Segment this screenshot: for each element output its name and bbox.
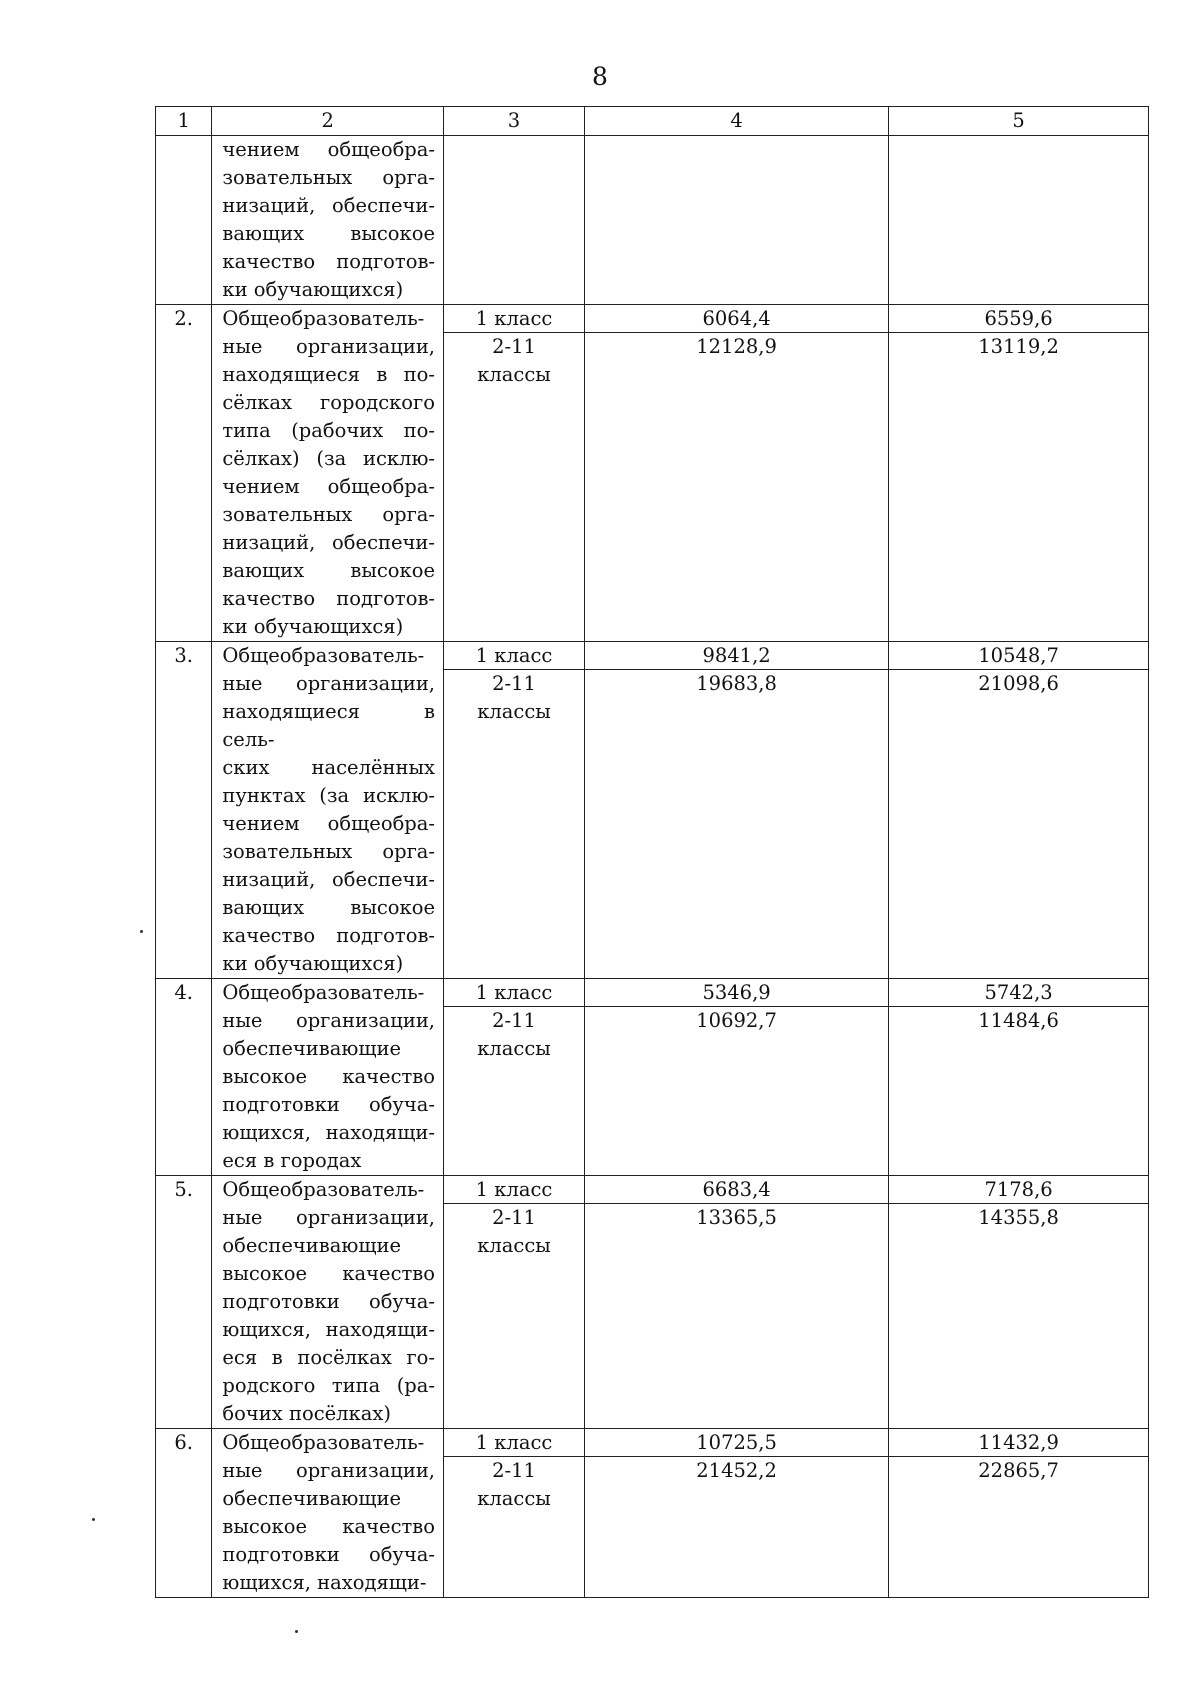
table-row	[156, 1429, 1149, 1598]
description-line: чением общеобра-	[222, 475, 436, 498]
description-line: ющихся, находящи-	[222, 1571, 427, 1594]
grade-2-11-label: 2-11	[492, 1459, 536, 1482]
description-line: чением общеобра-	[222, 812, 436, 835]
description-line: ные организации,	[222, 672, 436, 695]
description-line: обеспечивающие	[222, 1487, 402, 1510]
cost-table	[155, 106, 1149, 1598]
col5-value-grade2-11: 14355,8	[978, 1206, 1059, 1229]
description-line: ских населённых	[222, 756, 436, 779]
grade-cell	[444, 1429, 585, 1598]
row-description	[212, 136, 444, 305]
grade-1-label: 1 класс	[444, 979, 584, 1007]
row-number-cell: 5.	[156, 1176, 212, 1429]
scan-speck	[295, 1630, 298, 1633]
grade-2-11-label: 2-11	[492, 1206, 536, 1229]
col4-cell	[585, 1176, 889, 1429]
description-line: высокое качество	[222, 1065, 436, 1088]
grade-cell	[444, 979, 585, 1176]
description-line: Общеобразователь-	[222, 644, 425, 667]
col4-cell	[585, 979, 889, 1176]
col4-value-grade1: 9841,2	[585, 642, 888, 670]
col4-value-grade1: 10725,5	[585, 1429, 888, 1457]
header-cell-5: 5	[889, 107, 1149, 136]
header-cell-2: 2	[212, 107, 444, 136]
row-description	[212, 1429, 444, 1598]
description-line: Общеобразователь-	[222, 981, 425, 1004]
row-description	[212, 305, 444, 642]
col4-cell	[585, 642, 889, 979]
description-line: еся в посёлках го-	[222, 1346, 436, 1369]
col5-cell	[889, 979, 1149, 1176]
col5-cell	[889, 1176, 1149, 1429]
description-line: чением общеобра-	[222, 138, 436, 161]
description-line: ки обучающихся)	[222, 615, 404, 638]
description-line: сёлках городского	[222, 391, 436, 414]
description-line: находящиеся в сель-	[222, 700, 436, 751]
description-line: зовательных орга-	[222, 503, 436, 526]
description-line: ки обучающихся)	[222, 278, 404, 301]
col5-value-grade2-11: 13119,2	[978, 335, 1059, 358]
page-number: 8	[592, 62, 608, 91]
description-line: сёлках) (за исклю-	[222, 447, 436, 470]
row-number-cell: 3.	[156, 642, 212, 979]
table-row	[156, 642, 1149, 979]
grade-2-11-suffix: классы	[477, 1234, 551, 1257]
description-line: Общеобразователь-	[222, 1431, 425, 1454]
description-line: пунктах (за исклю-	[222, 784, 436, 807]
scan-speck	[140, 930, 143, 933]
grade-cell	[444, 642, 585, 979]
col4-value-grade2-11: 21452,2	[696, 1459, 777, 1482]
grade-2-11-suffix: классы	[477, 363, 551, 386]
col5-value-grade1: 11432,9	[889, 1429, 1148, 1457]
grade-2-11-label: 2-11	[492, 335, 536, 358]
header-row	[156, 107, 1149, 136]
col4-value-grade2-11: 10692,7	[696, 1009, 777, 1032]
col5-value-grade1: 6559,6	[889, 305, 1148, 333]
grade-2-11-suffix: классы	[477, 1037, 551, 1060]
row-number-cell: 2.	[156, 305, 212, 642]
col4-cell	[585, 305, 889, 642]
description-line: вающих высокое	[222, 559, 436, 582]
grade-cell	[444, 305, 585, 642]
description-line: Общеобразователь-	[222, 307, 425, 330]
col5-value-grade2-11: 22865,7	[978, 1459, 1059, 1482]
row-number-cell	[156, 136, 212, 305]
description-line: высокое качество	[222, 1262, 436, 1285]
description-line: низаций, обеспечи-	[222, 531, 436, 554]
description-line: еся в городах	[222, 1149, 362, 1172]
header-cell-4: 4	[585, 107, 889, 136]
description-line: зовательных орга-	[222, 166, 436, 189]
grade-1-label: 1 класс	[444, 1429, 584, 1457]
description-line: типа (рабочих по-	[222, 419, 436, 442]
description-line: подготовки обуча-	[222, 1290, 436, 1313]
col4-value-grade2-11: 13365,5	[696, 1206, 777, 1229]
description-line: ные организации,	[222, 1459, 436, 1482]
grade-1-label: 1 класс	[444, 1176, 584, 1204]
col5-value-grade1: 5742,3	[889, 979, 1148, 1007]
row-number-cell: 6.	[156, 1429, 212, 1598]
description-line: подготовки обуча-	[222, 1543, 436, 1566]
header-cell-3: 3	[444, 107, 585, 136]
description-line: качество подготов-	[222, 587, 436, 610]
col5-value-grade1: 10548,7	[889, 642, 1148, 670]
description-line: вающих высокое	[222, 896, 436, 919]
grade-cell	[444, 136, 585, 305]
col4-value-grade2-11: 19683,8	[696, 672, 777, 695]
col4-value-grade2-11: 12128,9	[696, 335, 777, 358]
description-line: зовательных орга-	[222, 840, 436, 863]
grade-1-label: 1 класс	[444, 305, 584, 333]
grade-2-11-suffix: классы	[477, 700, 551, 723]
description-line: низаций, обеспечи-	[222, 194, 436, 217]
description-line: ющихся, находящи-	[222, 1121, 436, 1144]
table-row	[156, 1176, 1149, 1429]
grade-2-11-suffix: классы	[477, 1487, 551, 1510]
description-line: вающих высокое	[222, 222, 436, 245]
description-line: находящиеся в по-	[222, 363, 436, 386]
description-line: бочих посёлках)	[222, 1402, 391, 1425]
description-line: Общеобразователь-	[222, 1178, 425, 1201]
col4-value-grade1: 6064,4	[585, 305, 888, 333]
grade-2-11-label: 2-11	[492, 672, 536, 695]
description-line: низаций, обеспечи-	[222, 868, 436, 891]
col4-value-grade1: 6683,4	[585, 1176, 888, 1204]
row-description	[212, 642, 444, 979]
col4-cell	[585, 136, 889, 305]
description-line: качество подготов-	[222, 250, 436, 273]
description-line: родского типа (ра-	[222, 1374, 436, 1397]
row-number-cell: 4.	[156, 979, 212, 1176]
description-line: ющихся, находящи-	[222, 1318, 436, 1341]
description-line: обеспечивающие	[222, 1234, 402, 1257]
description-line: ные организации,	[222, 1009, 436, 1032]
description-line: качество подготов-	[222, 924, 436, 947]
col5-cell	[889, 305, 1149, 642]
description-line: обеспечивающие	[222, 1037, 402, 1060]
row-description	[212, 979, 444, 1176]
grade-1-label: 1 класс	[444, 642, 584, 670]
col5-value-grade2-11: 11484,6	[978, 1009, 1059, 1032]
header-cell-1: 1	[156, 107, 212, 136]
description-line: ные организации,	[222, 1206, 436, 1229]
table-row	[156, 979, 1149, 1176]
col5-cell	[889, 136, 1149, 305]
grade-cell	[444, 1176, 585, 1429]
table-row	[156, 305, 1149, 642]
col5-value-grade2-11: 21098,6	[978, 672, 1059, 695]
description-line: высокое качество	[222, 1515, 436, 1538]
col5-cell	[889, 642, 1149, 979]
grade-2-11-label: 2-11	[492, 1009, 536, 1032]
description-line: подготовки обуча-	[222, 1093, 436, 1116]
col5-cell	[889, 1429, 1149, 1598]
col4-cell	[585, 1429, 889, 1598]
description-line: ки обучающихся)	[222, 952, 404, 975]
col5-value-grade1: 7178,6	[889, 1176, 1148, 1204]
scan-speck	[92, 1518, 95, 1521]
continuation-row	[156, 136, 1149, 305]
col4-value-grade1: 5346,9	[585, 979, 888, 1007]
description-line: ные организации,	[222, 335, 436, 358]
row-description	[212, 1176, 444, 1429]
